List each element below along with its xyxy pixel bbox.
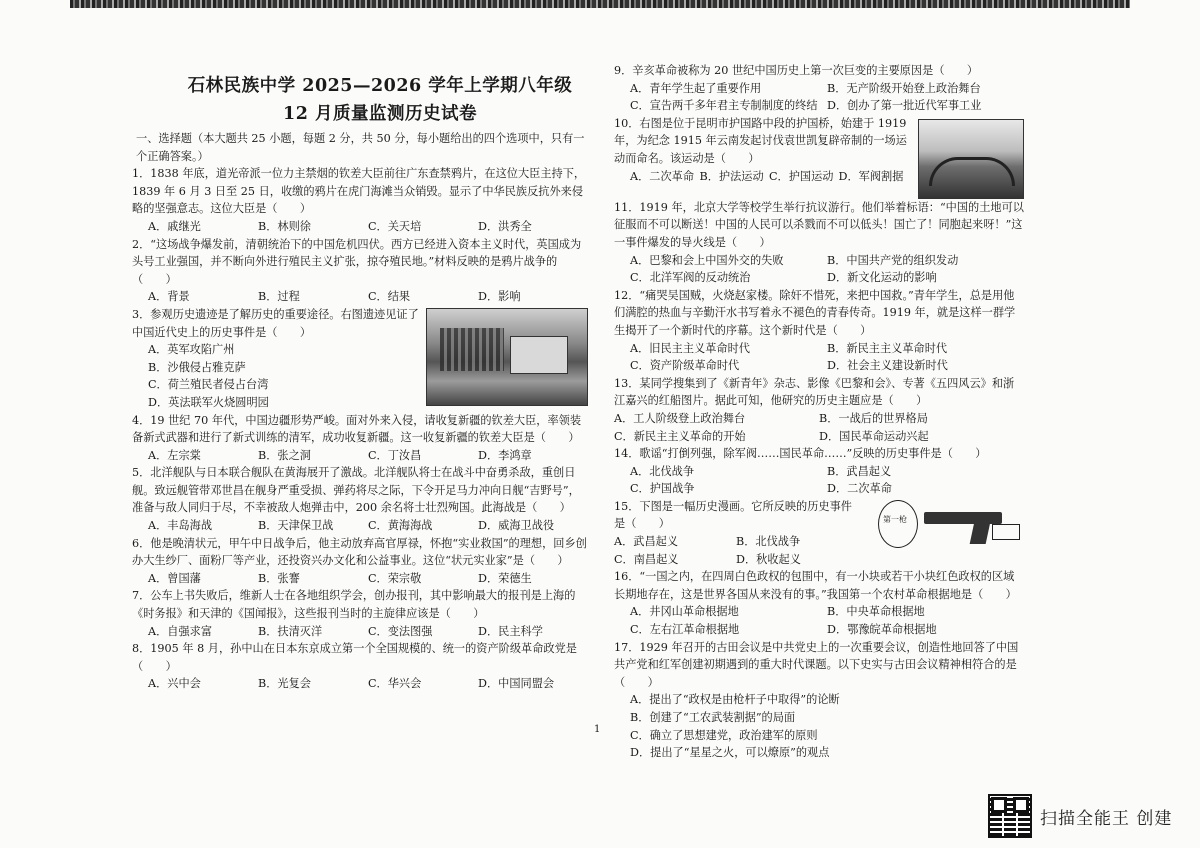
- option-a: A．左宗棠: [148, 448, 201, 462]
- option-c: C．荣宗敬: [368, 571, 422, 585]
- question-stem: 8．1905 年 8 月，孙中山在日本东京成立第一个全国规模的、统一的资产阶级革命政党是（ ）: [132, 642, 577, 673]
- option-b: B．张謇: [258, 571, 300, 585]
- qr-code-icon: [988, 794, 1032, 838]
- bridge-photo: [918, 119, 1024, 199]
- option-a: A．青年学生起了重要作用: [630, 81, 762, 95]
- option-d: D．李鸿章: [478, 448, 532, 462]
- option-b: B．沙俄侵占雅克萨: [148, 360, 246, 374]
- option-d: D．英法联军火烧圆明园: [148, 395, 269, 409]
- question-stem: 4．19 世纪 70 年代，中国边疆形势严峻。面对外来入侵，请收复新疆的钦差大臣，率领装备新式武器和进行了新式训练的清军，成功收复新疆。这一收复新疆的钦差大臣是（ ）: [132, 413, 582, 445]
- option-d: D．社会主义建设新时代: [827, 359, 948, 373]
- scan-edge: [70, 0, 1130, 8]
- option-c: C．北洋军阀的反动统治: [630, 271, 751, 285]
- option-c: C．左右江革命根据地: [630, 623, 740, 637]
- question-stem: 14．歌谣“打倒列强，除军阀……国民革命……”反映的历史事件是（ ）: [614, 447, 987, 461]
- pistol-grip: [970, 522, 991, 544]
- option-a: A．自强求富: [148, 624, 213, 638]
- option-d: D．民主科学: [478, 624, 543, 638]
- question-stem: 9．辛亥革命被称为 20 世纪中国历史上第一次巨变的主要原因是（ ）: [614, 64, 979, 77]
- question-5: [132, 464, 588, 534]
- option-c: C．资产阶级革命时代: [630, 359, 740, 373]
- question-8: [132, 640, 588, 693]
- option-c: C．华兴会: [368, 677, 422, 691]
- exam-title: 石林民族中学 2025—2026 学年上学期八年级: [187, 76, 573, 96]
- option-d: D．创办了第一批近代军事工业: [827, 99, 982, 113]
- option-d: D．秋收起义: [736, 552, 801, 566]
- option-d: D．新文化运动的影响: [827, 271, 937, 285]
- option-b: B．张之洞: [258, 448, 311, 462]
- option-c: C．护国运动: [769, 169, 834, 183]
- option-c: C．南昌起义: [614, 552, 679, 566]
- option-b: B．扶清灭洋: [258, 624, 323, 638]
- option-a: A．兴中会: [148, 677, 201, 691]
- option-a: A．巴黎和会上中国外交的失败: [630, 253, 784, 267]
- question-10: [614, 115, 1024, 199]
- option-d: D．威海卫战役: [478, 519, 555, 533]
- question-stem: 2．“这场战争爆发前，清朝统治下的中国危机四伏。西方已经进入资本主义时代，英国成为头号工业强国，并不断向外进行殖民主义扩张，掠夺殖民地。”材料反映的是鸦片战争的（ ）: [132, 237, 582, 286]
- question-stem: 1．1838 年底，道光帝派一位力主禁烟的钦差大臣前往广东查禁鸦片，在这位大臣主持下，1839 年 6 月 3 日至 25 日，收缴的鸦片在虎门海滩当众销毁。显示了中华民族反抗外来侵略的坚强意志。这位大臣是（ ）: [132, 167, 586, 216]
- option-d: D．荣德生: [478, 571, 532, 585]
- option-a: A．工人阶级登上政治舞台: [614, 411, 746, 425]
- option-d: D．二次革命: [827, 482, 892, 496]
- option-a: A．英军攻陷广州: [148, 343, 235, 357]
- question-7: [132, 587, 588, 640]
- option-b: B．创建了“工农武装割据”的局面: [630, 711, 796, 724]
- question-14: [614, 445, 1024, 498]
- question-12: [614, 287, 1024, 375]
- option-b: B．护法运动: [699, 169, 764, 183]
- option-b: B．过程: [258, 290, 300, 304]
- option-b: B．天津保卫战: [258, 519, 334, 533]
- question-15: [614, 498, 1024, 568]
- option-c: C．丁汝昌: [368, 448, 422, 462]
- option-b: B．中国共产党的组织发动: [827, 253, 959, 267]
- option-c: C．黄海海战: [368, 519, 433, 533]
- exam-subtitle: 12 月质量监测历史试卷: [283, 104, 477, 124]
- option-d: D．影响: [478, 290, 521, 304]
- option-d: D．国民革命运动兴起: [819, 429, 929, 443]
- question-stem: 5．北洋舰队与日本联合舰队在黄海展开了激战。北洋舰队将士在战斗中奋勇杀敌，重创日舰。致远舰管带邓世昌在舰身严重受损、弹药将尽之际，下令开足马力冲向日舰“吉野号”，准备与敌人同归于尽，不幸被敌人炮弹击中，200 余名将士壮烈殉国。此海战是（ ）: [132, 466, 580, 515]
- option-c: C．确立了思想建党，政治建军的原则: [630, 728, 818, 742]
- cartoon-label: 第一枪: [883, 514, 907, 524]
- question-13: [614, 375, 1024, 445]
- option-c: C．新民主主义革命的开始: [614, 429, 746, 443]
- option-d: D．洪秀全: [478, 219, 532, 233]
- option-a: A．二次革命: [630, 169, 695, 183]
- option-b: B．光复会: [258, 677, 311, 691]
- question-17: [614, 639, 1024, 762]
- option-c: C．荷兰殖民者侵占台湾: [148, 378, 269, 392]
- option-a: A．武昌起义: [614, 535, 679, 549]
- pistol-tag: [992, 524, 1020, 540]
- option-c: C．关天培: [368, 219, 422, 233]
- option-c: C．变法图强: [368, 624, 433, 638]
- option-a: A．提出了“政权是由枪杆子中取得”的论断: [630, 693, 840, 707]
- question-2: [132, 236, 588, 306]
- scanner-watermark: [988, 794, 1172, 838]
- option-d: D．鄂豫皖革命根据地: [827, 623, 937, 637]
- question-stem: 3．参观历史遗迹是了解历史的重要途径。右图遗迹见证了中国近代史上的历史事件是（ ）: [132, 307, 419, 339]
- option-a: A．丰岛海战: [148, 519, 213, 533]
- option-a: A．旧民主主义革命时代: [630, 341, 750, 355]
- question-3: [132, 306, 588, 412]
- question-stem: 13．某同学搜集到了《新青年》杂志、影像《巴黎和会》、专著《五四风云》和浙江嘉兴的红船图片。据此可知，他研究的历史主题应是（ ）: [614, 376, 1015, 408]
- option-b: B．一战后的世界格局: [819, 411, 928, 425]
- question-9: [614, 62, 1024, 115]
- option-c: C．护国战争: [630, 482, 695, 496]
- section-instructions: 一、选择题（本大题共 25 小题，每题 2 分，共 50 分，每小题给出的四个选项中，只有一个正确答案。）: [136, 132, 585, 163]
- option-a: A．背景: [148, 290, 190, 304]
- cartoon-oval: [878, 500, 918, 548]
- question-11: [614, 199, 1024, 287]
- question-stem: 7．公车上书失败后，维新人士在各地组织学会，创办报刊，其中影响最大的报刊是上海的《时务报》和天津的《国闻报》，这些报刊当时的主旋律应该是（ ）: [132, 589, 576, 621]
- question-stem: 15．下图是一幅历史漫画。它所反映的历史事件是（ ）: [614, 499, 852, 531]
- watermark-label: 扫描全能王 创建: [1040, 808, 1173, 829]
- question-16: [614, 568, 1024, 638]
- question-6: [132, 535, 588, 588]
- question-1: [132, 165, 588, 235]
- ruins-photo: [426, 308, 588, 406]
- question-stem: 17．1929 年召开的古田会议是中共党史上的一次重要会议，创造性地回答了中国共产党和红军创建初期遇到的重大时代课题。以下史实与古田会议精神相符合的是（ ）: [614, 640, 1019, 689]
- option-b: B．新民主主义革命时代: [827, 341, 948, 355]
- option-a: A．北伐战争: [630, 464, 695, 478]
- option-d: D．军阀割据: [838, 169, 904, 183]
- option-a: A．戚继光: [148, 219, 201, 233]
- question-stem: 11．1919 年，北京大学等校学生举行抗议游行。他们举着标语：“中国的土地可以征服而不可以断送！中国的人民可以杀戮而不可以低头！国亡了！同胞起来呀！”这一事件爆发的导火线是（ ）: [614, 200, 1024, 249]
- option-c: C．宣告两千多年君主专制制度的终结: [630, 99, 818, 113]
- question-stem: 10．右图是位于昆明市护国路中段的护国桥，始建于 1919 年，为纪念 1915 年云南发起讨伐袁世凯复辟帝制的一场运动而命名。该运动是（ ）: [614, 116, 907, 165]
- option-d: D．提出了“星星之火，可以燎原”的观点: [630, 746, 830, 760]
- option-d: D．中国同盟会: [478, 677, 555, 691]
- option-b: B．林则徐: [258, 219, 311, 233]
- question-stem: 12．“痛哭吴国贼，火烧赵家楼。除奸不惜死，来把中国救。”青年学生，总是用他们满腔的热血与辛勤汗水书写着永不褪色的青春传奇。1919 年，就是这样一群学生揭开了一个新时代的序幕。这个新时代是（ ）: [614, 288, 1016, 337]
- page-number: 1: [594, 724, 601, 735]
- option-a: A．曾国藩: [148, 571, 201, 585]
- option-b: B．北伐战争: [736, 535, 801, 549]
- option-b: B．无产阶级开始登上政治舞台: [827, 81, 981, 95]
- right-column: [614, 62, 1024, 762]
- option-b: B．中央革命根据地: [827, 605, 925, 619]
- left-column: [132, 62, 588, 693]
- gun-cartoon: [874, 498, 1024, 550]
- option-b: B．武昌起义: [827, 464, 892, 478]
- question-4: [132, 412, 588, 465]
- option-c: C．结果: [368, 290, 411, 304]
- option-a: A．井冈山革命根据地: [630, 605, 739, 619]
- question-stem: 16．“一国之内，在四周白色政权的包围中，有一小块或若干小块红色政权的区域长期地存在，这是世界各国从来没有的事。”我国第一个农村革命根据地是（ ）: [614, 570, 1017, 601]
- question-stem: 6．他是晚清状元，甲午中日战争后，他主动放弃高官厚禄，怀抱“实业救国”的理想，回乡创办大生纱厂、面粉厂等产业，还投资兴办文化和公益事业。这位“状元实业家”是（ ）: [132, 536, 587, 568]
